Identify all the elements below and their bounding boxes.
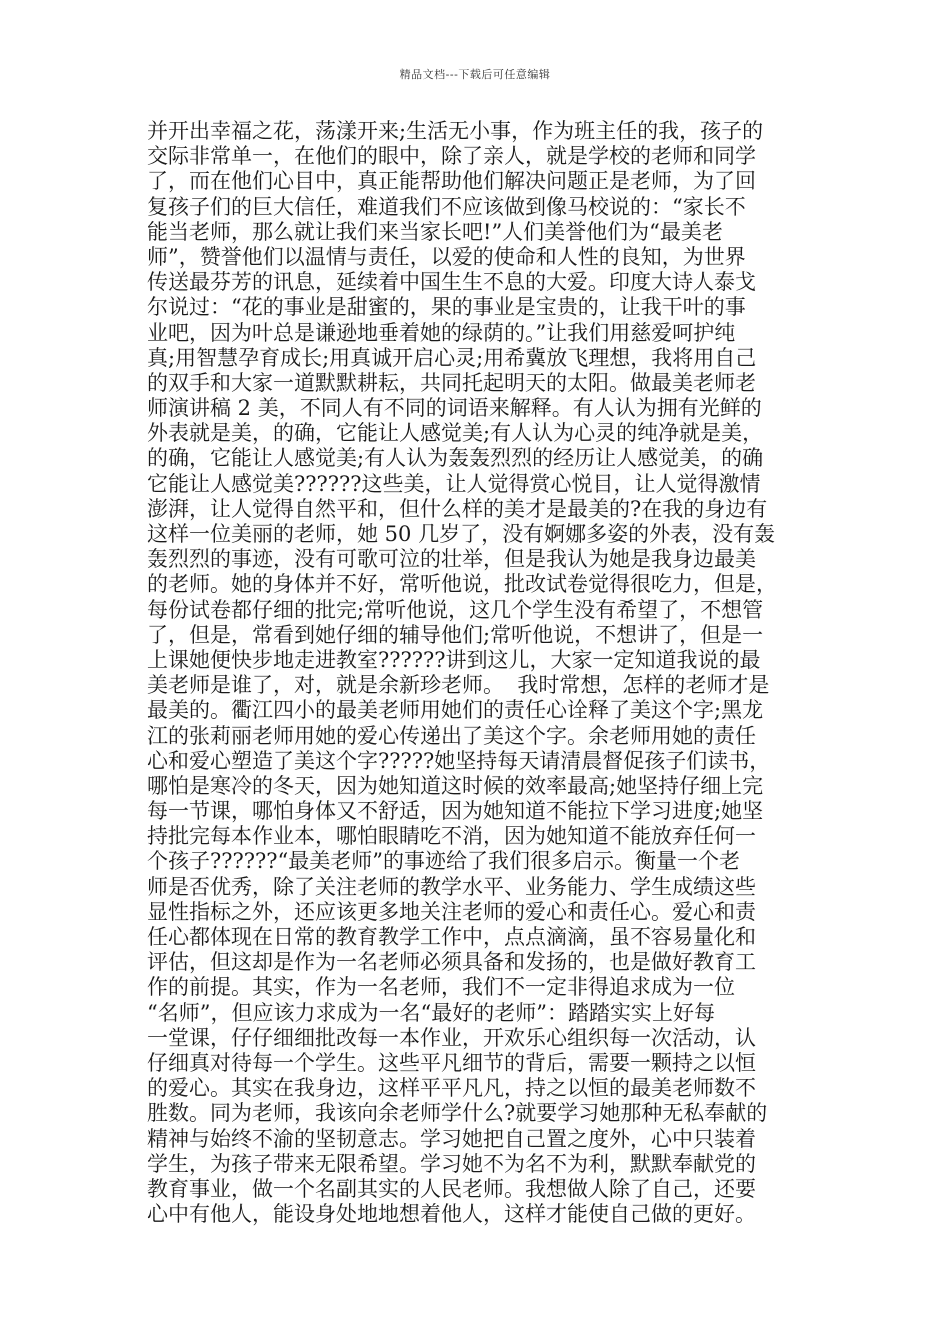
text-line: 师是否优秀，除了关注老师的教学水平、业务能力、学生成绩这些 <box>147 874 756 899</box>
text-line: 仔细真对待每一个学生。这些平凡细节的背后，需要一颗持之以恒 <box>147 1050 756 1075</box>
text-line: 并开出幸福之花，荡漾开来;生活无小事，作为班主任的我，孩子的 <box>147 119 764 143</box>
text-line: 胜数。同为老师，我该向余老师学什么?就要学习她那种无私奉献的 <box>147 1101 768 1126</box>
text-line: 的双手和大家一道默默耕耘，共同托起明天的太阳。做最美老师老 <box>147 370 756 395</box>
text-line: 持批完每本作业本，哪怕眼睛吃不消，因为她知道不能放弃任何一 <box>147 824 756 849</box>
text-line: 任心都体现在日常的教育教学工作中，点点滴滴，虽不容易量化和 <box>147 925 756 949</box>
text-line: 每份试卷都仔细的批完;常听他说，这几个学生没有希望了，不想管 <box>147 597 764 622</box>
text-line: 最美的。衢江四小的最美老师用她们的责任心诠释了美这个字;黑龙 <box>147 698 764 723</box>
text-line: 评估，但这却是作为一名老师必须具备和发扬的，也是做好教育工 <box>147 950 756 975</box>
text-line: 心中有他人，能设身处地地想着他人，这样才能使自己做的更好。 <box>147 1202 756 1227</box>
text-line: 的老师。她的身体并不好，常听他说，批改试卷觉得很吃力，但是， <box>147 572 777 597</box>
text-line: 外表就是美，的确，它能让人感觉美;有人认为心灵的纯净就是美， <box>147 421 764 446</box>
text-line: 精神与始终不渝的坚韧意志。学习她把自己置之度外，心中只装着 <box>147 1126 756 1151</box>
text-line: 业吧，因为叶总是谦逊地垂着她的绿荫的。”让我们用慈爱呵护纯 <box>147 320 736 345</box>
text-line: 美老师是谁了，对，就是余新珍老师。 我时常想，怎样的老师才是 <box>147 673 770 698</box>
text-line: 交际非常单一，在他们的眼中，除了亲人，就是学校的老师和同学 <box>147 144 756 169</box>
text-line: 传送最芬芳的讯息，延续着中国生生不息的大爱。印度大诗人泰戈 <box>147 270 756 295</box>
text-line: 个孩子??????“最美老师”的事迹给了我们很多启示。衡量一个老 <box>147 849 741 874</box>
text-line: 真;用智慧孕育成长;用真诚开启心灵;用希冀放飞理想，我将用自己 <box>147 345 757 370</box>
text-line: 每一节课，哪怕身体又不舒适，因为她知道不能拉下学习进度;她坚 <box>147 799 764 824</box>
text-line: 显性指标之外，还应该更多地关注老师的爱心和责任心。爱心和责 <box>147 899 756 924</box>
text-line: 学生，为孩子带来无限希望。学习她不为名不为利，默默奉献党的 <box>147 1151 756 1176</box>
text-line: 复孩子们的巨大信任，难道我们不应该做到像马校说的：“家长不 <box>147 194 746 219</box>
body-text <box>147 119 817 1227</box>
text-line: 澎湃，让人觉得自然平和，但什么样的美才是最美的?在我的身边有 <box>147 496 768 521</box>
text-line: 作的前提。其实，作为一名老师，我们不一定非得追求成为一位 <box>147 975 735 1000</box>
text-line: 一堂课，仔仔细细批改每一本作业，开欢乐心组织每一次活动，认 <box>147 1025 756 1050</box>
text-line: 能当老师，那么就让我们来当家长吧!”人们美誉他们为“最美老 <box>147 219 723 244</box>
text-line: 了，而在他们心目中，真正能帮助他们解决问题正是老师，为了回 <box>147 169 756 194</box>
text-line: 哪怕是寒冷的冬天，因为她知道这时候的效率最高;她坚持仔细上完 <box>147 773 764 798</box>
page-header: 精品文档---下载后可任意编辑 <box>399 68 551 81</box>
text-line: 它能让人感觉美??????这些美，让人觉得赏心悦目，让人觉得激情 <box>147 471 761 496</box>
text-line: 尔说过：“花的事业是甜蜜的，果的事业是宝贵的，让我干叶的事 <box>147 295 746 320</box>
text-line: 师演讲稿 2 美，不同人有不同的词语来解释。有人认为拥有光鲜的 <box>147 396 762 421</box>
text-line: 教育事业，做一个名副其实的人民老师。我想做人除了自己，还要 <box>147 1176 756 1201</box>
text-line: “名师”，但应该力求成为一名“最好的老师”：踏踏实实上好每 <box>147 1000 715 1025</box>
text-line: 了，但是，常看到她仔细的辅导他们;常听他说，不想讲了，但是一 <box>147 622 764 647</box>
text-line: 轰烈烈的事迹，没有可歌可泣的壮举，但是我认为她是我身边最美 <box>147 547 756 572</box>
text-line: 的爱心。其实在我身边，这样平平凡凡，持之以恒的最美老师数不 <box>147 1076 756 1101</box>
text-line: 这样一位美丽的老师，她 50 几岁了，没有婀娜多姿的外表，没有轰 <box>147 522 776 546</box>
text-line: 江的张莉丽老师用她的爱心传递出了美这个字。余老师用她的责任 <box>147 723 756 748</box>
text-line: 师”，赞誉他们以温情与责任，以爱的使命和人性的良知，为世界 <box>147 244 746 269</box>
text-line: 的确，它能让人感觉美;有人认为轰轰烈烈的经历让人感觉美，的确 <box>147 446 764 471</box>
text-line: 上课她便快步地走进教室??????讲到这儿，大家一定知道我说的最 <box>147 647 761 672</box>
text-line: 心和爱心塑造了美这个字?????她坚持每天请清晨督促孩子们读书， <box>147 748 771 773</box>
